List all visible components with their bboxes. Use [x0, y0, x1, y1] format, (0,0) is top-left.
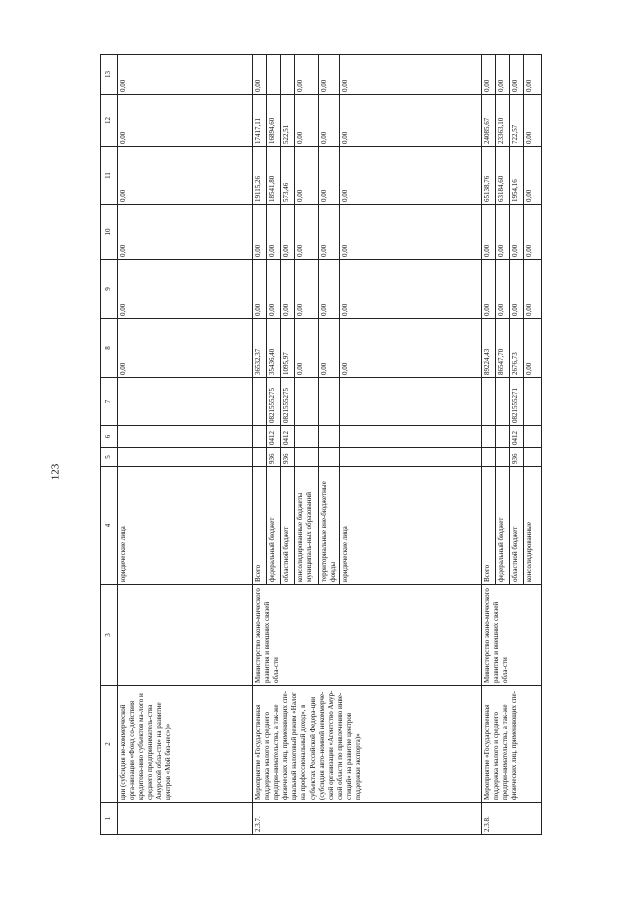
value-cell: 0,00 — [510, 205, 524, 260]
value-cell: 0,00 — [295, 95, 319, 147]
value-cell — [118, 448, 253, 467]
value-cell — [482, 378, 496, 426]
header-row — [101, 55, 118, 835]
value-cell — [118, 378, 253, 426]
value-cell: 0,00 — [118, 205, 253, 260]
value-cell: 2676,73 — [510, 319, 524, 378]
value-cell: 0,00 — [482, 260, 496, 319]
source-cell: консолидированные — [524, 467, 542, 585]
value-cell: 0,00 — [340, 55, 482, 95]
value-cell — [295, 426, 319, 448]
source-cell: Всего — [482, 467, 496, 585]
value-cell: 0,00 — [267, 260, 281, 319]
value-cell: 65138,76 — [482, 147, 496, 205]
value-cell: 0821555275 — [267, 378, 281, 426]
value-cell: 0,00 — [496, 205, 510, 260]
value-cell: 522,51 — [281, 95, 295, 147]
value-cell: 936 — [267, 448, 281, 467]
value-cell: 0,00 — [281, 260, 295, 319]
value-cell: 936 — [281, 448, 295, 467]
value-cell — [524, 448, 542, 467]
source-cell: юридические лица — [118, 467, 253, 585]
row-number-cell: 2.3.8. — [482, 803, 542, 835]
table-row — [253, 55, 267, 835]
header-cell: 6 — [101, 426, 118, 448]
header-cell: 7 — [101, 378, 118, 426]
source-cell: Всего — [253, 467, 267, 585]
value-cell: 0,00 — [253, 55, 267, 95]
executor-cell: Министерство эконо-мического развития и внешних связей обла-сти — [253, 585, 482, 686]
value-cell: 0,00 — [118, 95, 253, 147]
value-cell: 0,00 — [340, 95, 482, 147]
value-cell: 0,00 — [295, 55, 319, 95]
value-cell: 1954,16 — [510, 147, 524, 205]
value-cell: 0821555271 — [510, 378, 524, 426]
header-cell: 8 — [101, 319, 118, 378]
budget-table — [100, 54, 542, 835]
value-cell — [482, 448, 496, 467]
value-cell: 0,00 — [482, 205, 496, 260]
value-cell: 0,00 — [118, 55, 253, 95]
value-cell — [118, 426, 253, 448]
value-cell — [340, 378, 482, 426]
value-cell: 0,00 — [340, 147, 482, 205]
header-cell: 10 — [101, 205, 118, 260]
value-cell: 1095,97 — [281, 319, 295, 378]
value-cell: 0,00 — [118, 147, 253, 205]
value-cell: 0,00 — [319, 260, 340, 319]
value-cell — [267, 55, 281, 95]
value-cell: 0,00 — [524, 205, 542, 260]
source-cell: областной бюджет — [281, 467, 295, 585]
value-cell — [295, 448, 319, 467]
measure-name-cell: ции (субсидия не-коммерческой орга-низации «Фонд со-действия кредитова-нию субъектов ма-лого и среднего предприниматель-ства Амурской обла-сти» на развитие центров «Мой биз-нес»)» — [118, 686, 253, 803]
page-number: 123 — [49, 463, 62, 481]
header-cell: 1 — [101, 803, 118, 835]
value-cell — [295, 378, 319, 426]
value-cell: 573,46 — [281, 147, 295, 205]
header-cell: 12 — [101, 95, 118, 147]
value-cell: 0,00 — [510, 55, 524, 95]
header-cell: 5 — [101, 448, 118, 467]
header-cell: 11 — [101, 147, 118, 205]
value-cell: 0,00 — [319, 55, 340, 95]
value-cell: 0,00 — [524, 95, 542, 147]
value-cell: 36532,37 — [253, 319, 267, 378]
value-cell — [340, 426, 482, 448]
value-cell: 0412 — [510, 426, 524, 448]
value-cell — [482, 426, 496, 448]
row-number-cell — [118, 803, 253, 835]
value-cell — [281, 55, 295, 95]
source-cell: федеральный бюджет — [496, 467, 510, 585]
source-cell: областной бюджет — [510, 467, 524, 585]
value-cell: 0,00 — [340, 319, 482, 378]
value-cell: 0,00 — [295, 319, 319, 378]
value-cell: 23363,10 — [496, 95, 510, 147]
value-cell: 35436,40 — [267, 319, 281, 378]
value-cell: 936 — [510, 448, 524, 467]
source-cell: юридические лица — [340, 467, 482, 585]
value-cell: 19115,26 — [253, 147, 267, 205]
value-cell: 0,00 — [524, 260, 542, 319]
row-number-cell: 2.3.7. — [253, 803, 482, 835]
value-cell — [524, 426, 542, 448]
value-cell: 0,00 — [340, 260, 482, 319]
value-cell: 0,00 — [118, 319, 253, 378]
value-cell: 0,00 — [295, 205, 319, 260]
table-row — [482, 55, 496, 835]
value-cell: 0,00 — [496, 260, 510, 319]
measure-name-cell: Мероприятие «Государственная поддержка малого и среднего предпри-нимательства, а так-же физических лиц, применяющих спе- — [482, 686, 542, 803]
value-cell: 0,00 — [524, 55, 542, 95]
value-cell: 0412 — [281, 426, 295, 448]
value-cell — [340, 448, 482, 467]
value-cell: 0,00 — [496, 55, 510, 95]
value-cell: 0412 — [267, 426, 281, 448]
value-cell — [496, 448, 510, 467]
value-cell — [319, 448, 340, 467]
value-cell — [319, 426, 340, 448]
header-cell: 4 — [101, 467, 118, 585]
value-cell: 0,00 — [319, 319, 340, 378]
header-cell: 9 — [101, 260, 118, 319]
value-cell — [253, 426, 267, 448]
value-cell: 0,00 — [319, 95, 340, 147]
value-cell: 16894,60 — [267, 95, 281, 147]
table-row — [118, 55, 253, 835]
value-cell: 0,00 — [281, 205, 295, 260]
value-cell: 0,00 — [524, 319, 542, 378]
value-cell: 0,00 — [253, 260, 267, 319]
value-cell — [319, 378, 340, 426]
value-cell: 722,57 — [510, 95, 524, 147]
value-cell: 0821555275 — [281, 378, 295, 426]
executor-cell: Министерство эконо-мического развития и внешних связей обла-сти — [482, 585, 542, 686]
value-cell: 89224,43 — [482, 319, 496, 378]
value-cell: 18541,80 — [267, 147, 281, 205]
value-cell: 0,00 — [267, 205, 281, 260]
value-cell: 0,00 — [253, 205, 267, 260]
source-cell: территориальные вне-бюджетные фонды — [319, 467, 340, 585]
value-cell: 0,00 — [340, 205, 482, 260]
measure-name-cell: Мероприятие «Государственная поддержка малого и среднего предпри-нимательства, а так-же физических лиц, применяющих спе-циальный налоговый режим «Налог на профессиональный доход», в субъектах Российской Федера-ции (субсидия авто-номной некоммерче-ской организации «Агентство Амур-ской области по привлечению инве-стиций» на развитие центров поддержки экспорта)» — [253, 686, 482, 803]
value-cell: 0,00 — [319, 147, 340, 205]
source-cell: федеральный бюджет — [267, 467, 281, 585]
value-cell: 0,00 — [482, 55, 496, 95]
rotated-page — [100, 55, 575, 835]
value-cell: 24085,67 — [482, 95, 496, 147]
value-cell: 0,00 — [295, 260, 319, 319]
value-cell: 17417,11 — [253, 95, 267, 147]
value-cell: 0,00 — [118, 260, 253, 319]
header-cell: 3 — [101, 585, 118, 686]
header-cell: 13 — [101, 55, 118, 95]
value-cell: 0,00 — [510, 260, 524, 319]
value-cell: 0,00 — [319, 205, 340, 260]
value-cell — [253, 378, 267, 426]
value-cell: 0,00 — [295, 147, 319, 205]
value-cell — [496, 426, 510, 448]
value-cell — [524, 378, 542, 426]
value-cell — [253, 448, 267, 467]
source-cell: консолидированные бюджеты муниципаль-ных образований — [295, 467, 319, 585]
value-cell: 86547,70 — [496, 319, 510, 378]
value-cell: 0,00 — [524, 147, 542, 205]
value-cell: 63184,60 — [496, 147, 510, 205]
executor-cell — [118, 585, 253, 686]
value-cell — [496, 378, 510, 426]
header-cell: 2 — [101, 686, 118, 803]
